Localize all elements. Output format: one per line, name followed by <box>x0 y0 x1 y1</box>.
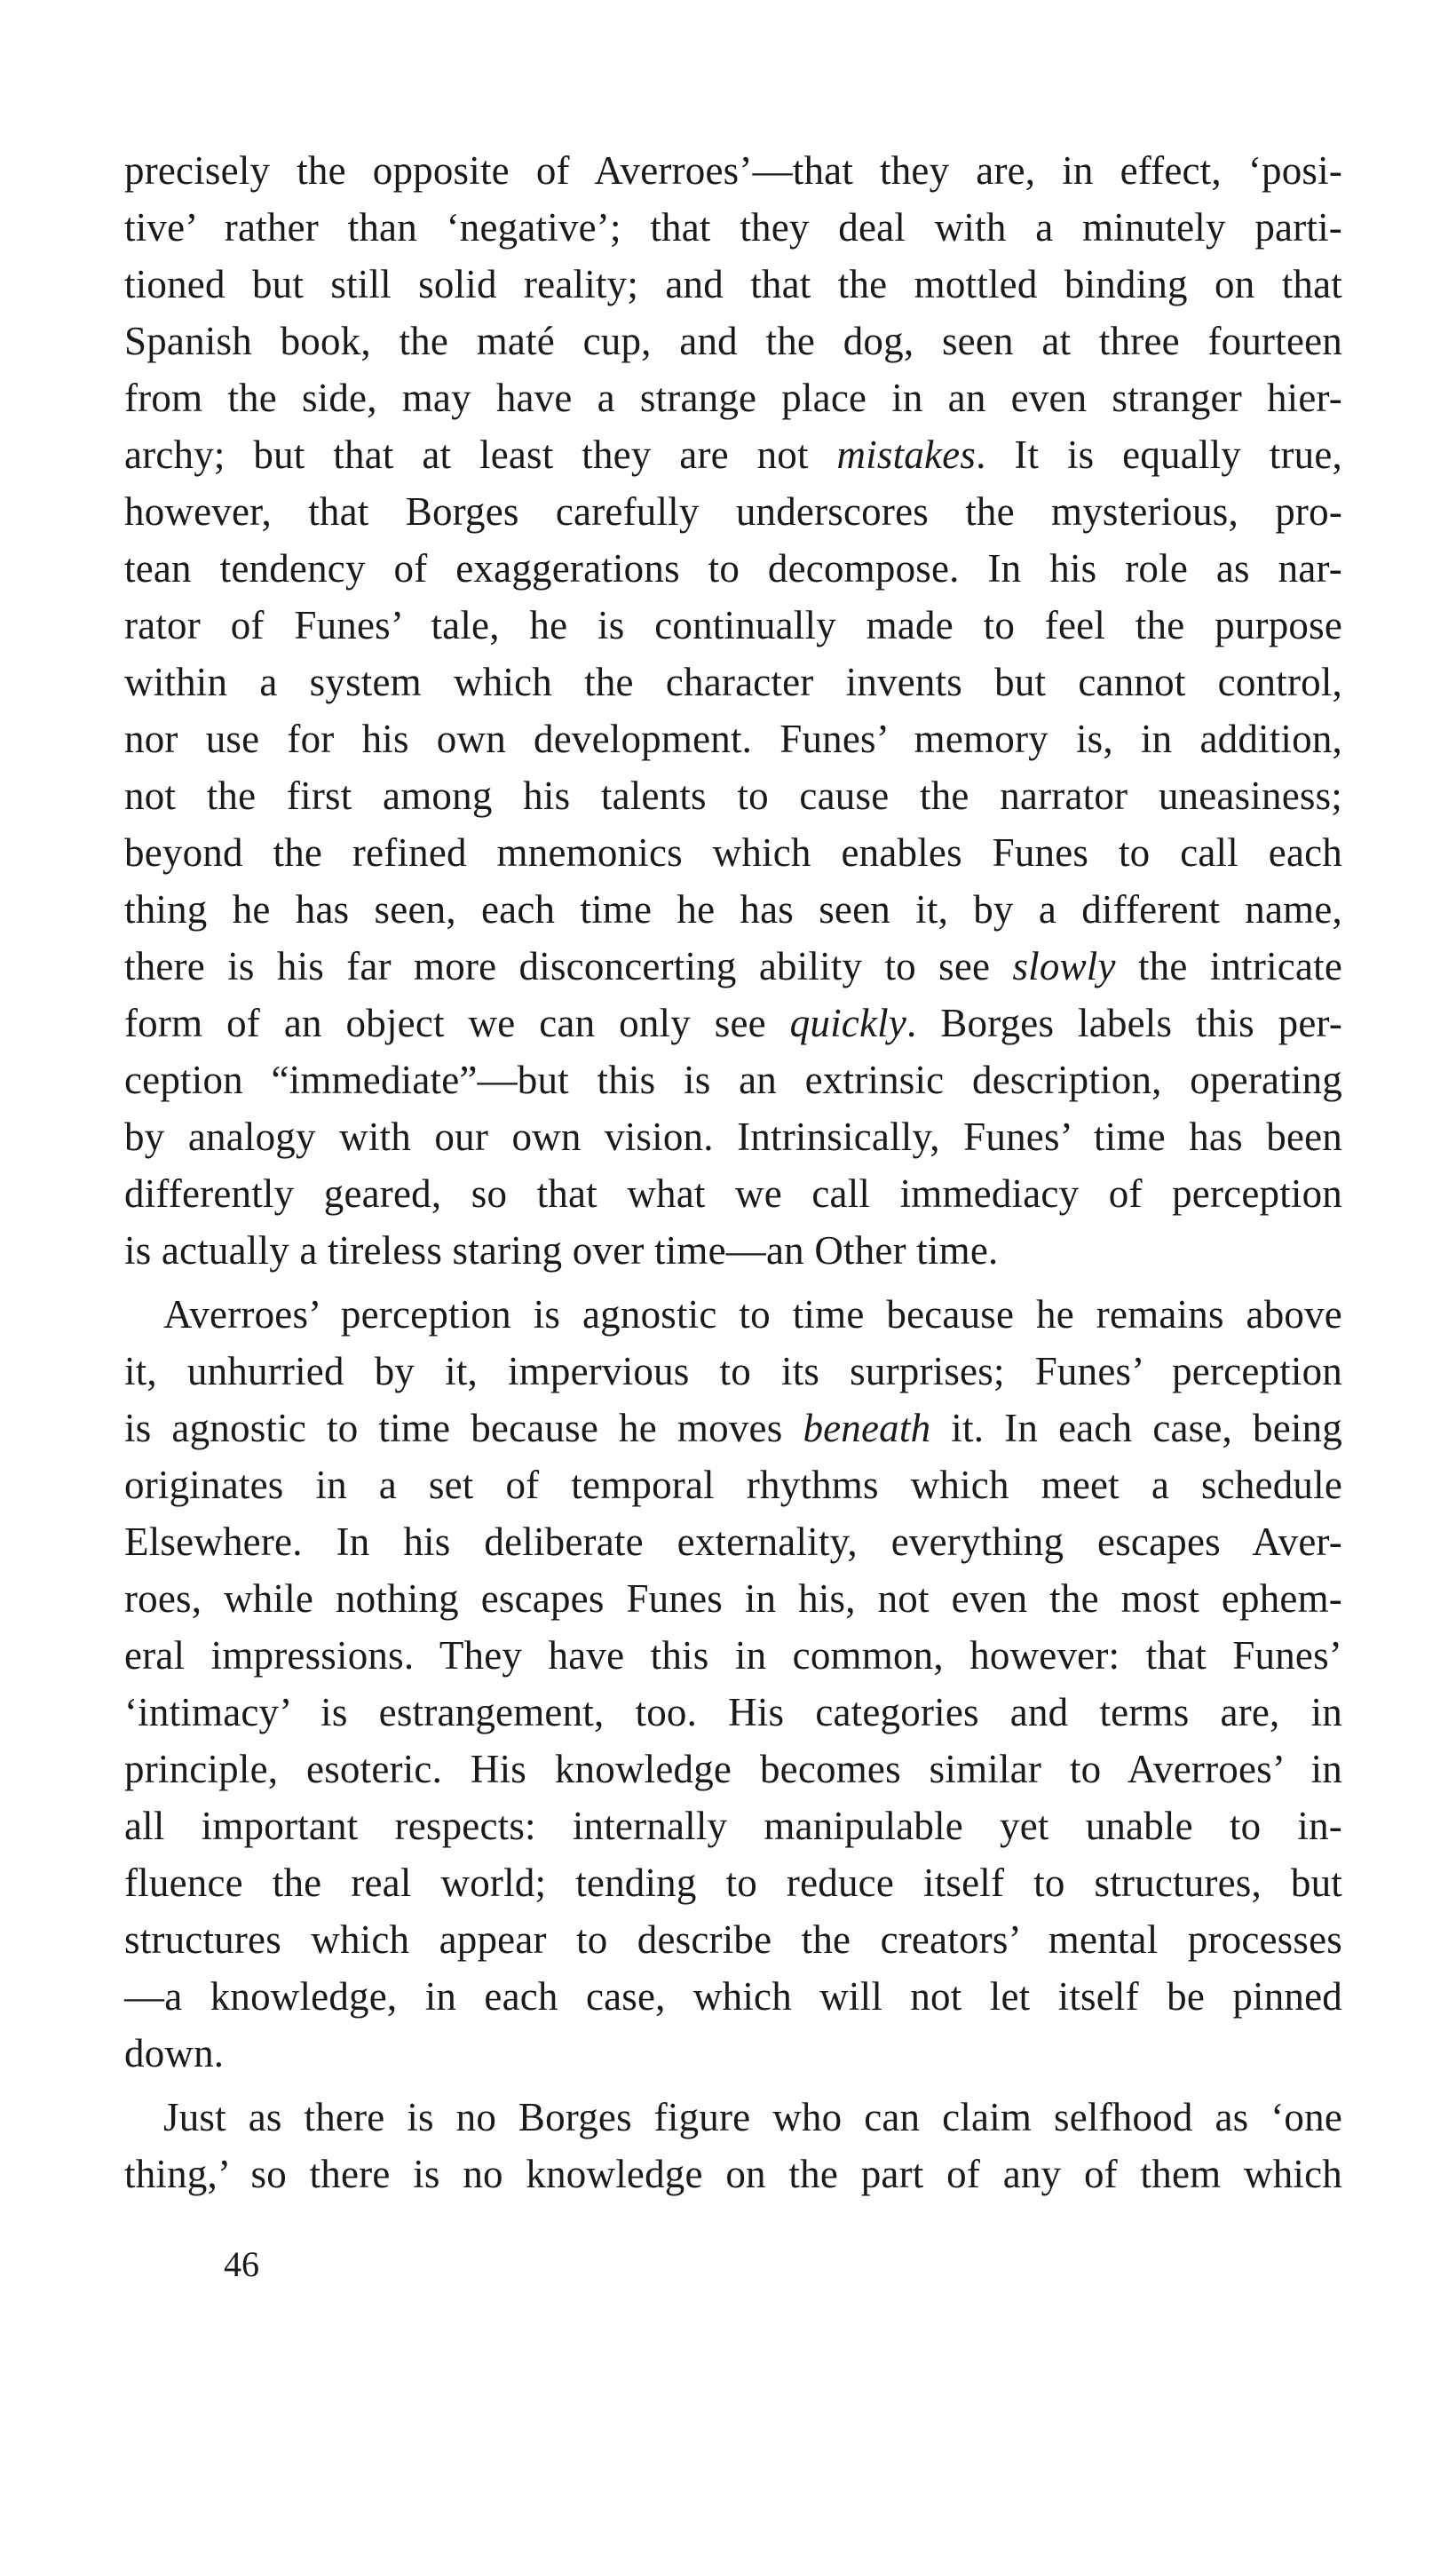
paragraph-3 <box>124 2089 1342 2202</box>
text-line: tioned but still solid reality; and that the mottled binding on that <box>124 262 1342 306</box>
text-line: however, that Borges carefully underscores the mysterious, pro- <box>124 489 1342 534</box>
text-line: Just as there is no Borges figure who can claim selfhood as ‘one <box>163 2095 1342 2139</box>
text-line: eral impressions. They have this in common, however: that Funes’ <box>124 1633 1342 1678</box>
text-line: thing,’ so there is no knowledge on the part of any of them which <box>124 2152 1342 2196</box>
text-line: tive’ rather than ‘negative’; that they deal with a minutely parti- <box>124 205 1342 250</box>
text-line: archy; but that at least they are not mistakes. It is equally true, <box>124 432 1342 477</box>
text-line: roes, while nothing escapes Funes in his, not even the most ephem- <box>124 1576 1342 1621</box>
text-line: from the side, may have a strange place in an even stranger hier- <box>124 376 1342 420</box>
text-line: it, unhurried by it, impervious to its surprises; Funes’ perception <box>124 1349 1342 1393</box>
text-line: Spanish book, the maté cup, and the dog, seen at three fourteen <box>124 319 1342 363</box>
text-line: Averroes’ perception is agnostic to time because he remains above <box>163 1292 1342 1337</box>
text-line: is actually a tireless staring over time—an Other time. <box>124 1228 999 1273</box>
text-line: all important respects: internally manipulable yet unable to in- <box>124 1804 1342 1848</box>
text-line: fluence the real world; tending to reduce itself to structures, but <box>124 1861 1342 1905</box>
text-line: ception “immediate”—but this is an extrinsic description, operating <box>124 1058 1342 1102</box>
text-line: down. <box>124 2031 225 2075</box>
text-line: —a knowledge, in each case, which will not let itself be pinned <box>124 1974 1342 2019</box>
text-line: by analogy with our own vision. Intrinsically, Funes’ time has been <box>124 1115 1342 1159</box>
text-line: differently geared, so that what we call immediacy of perception <box>124 1171 1342 1216</box>
text-line: originates in a set of temporal rhythms which meet a schedule <box>124 1463 1342 1507</box>
text-line: thing he has seen, each time he has seen it, by a different name, <box>124 887 1342 932</box>
text-line: there is his far more disconcerting ability to see slowly the intricate <box>124 944 1342 988</box>
paragraph-1 <box>124 142 1342 1279</box>
text-line: rator of Funes’ tale, he is continually made to feel the purpose <box>124 603 1342 647</box>
text-line: form of an object we can only see quickly. Borges labels this per- <box>124 1001 1342 1045</box>
text-line: beyond the refined mnemonics which enables Funes to call each <box>124 830 1342 875</box>
body-text <box>124 142 1342 2202</box>
text-line: principle, esoteric. His knowledge becomes similar to Averroes’ in <box>124 1747 1342 1791</box>
text-line: nor use for his own development. Funes’ memory is, in addition, <box>124 717 1342 761</box>
text-line: tean tendency of exaggerations to decompose. In his role as nar- <box>124 546 1342 591</box>
text-line: Elsewhere. In his deliberate externality, everything escapes Aver- <box>124 1520 1342 1564</box>
paragraph-2 <box>124 1286 1342 2082</box>
text-line: structures which appear to describe the creators’ mental processes <box>124 1917 1342 1962</box>
text-line: precisely the opposite of Averroes’—that they are, in effect, ‘posi- <box>124 148 1342 193</box>
page-number: 46 <box>224 2244 259 2284</box>
text-line: ‘intimacy’ is estrangement, too. His categories and terms are, in <box>124 1690 1342 1734</box>
text-line: is agnostic to time because he moves beneath it. In each case, being <box>124 1406 1342 1450</box>
text-line: within a system which the character invents but cannot control, <box>124 660 1342 704</box>
text-line: not the first among his talents to cause the narrator uneasiness; <box>124 774 1342 818</box>
